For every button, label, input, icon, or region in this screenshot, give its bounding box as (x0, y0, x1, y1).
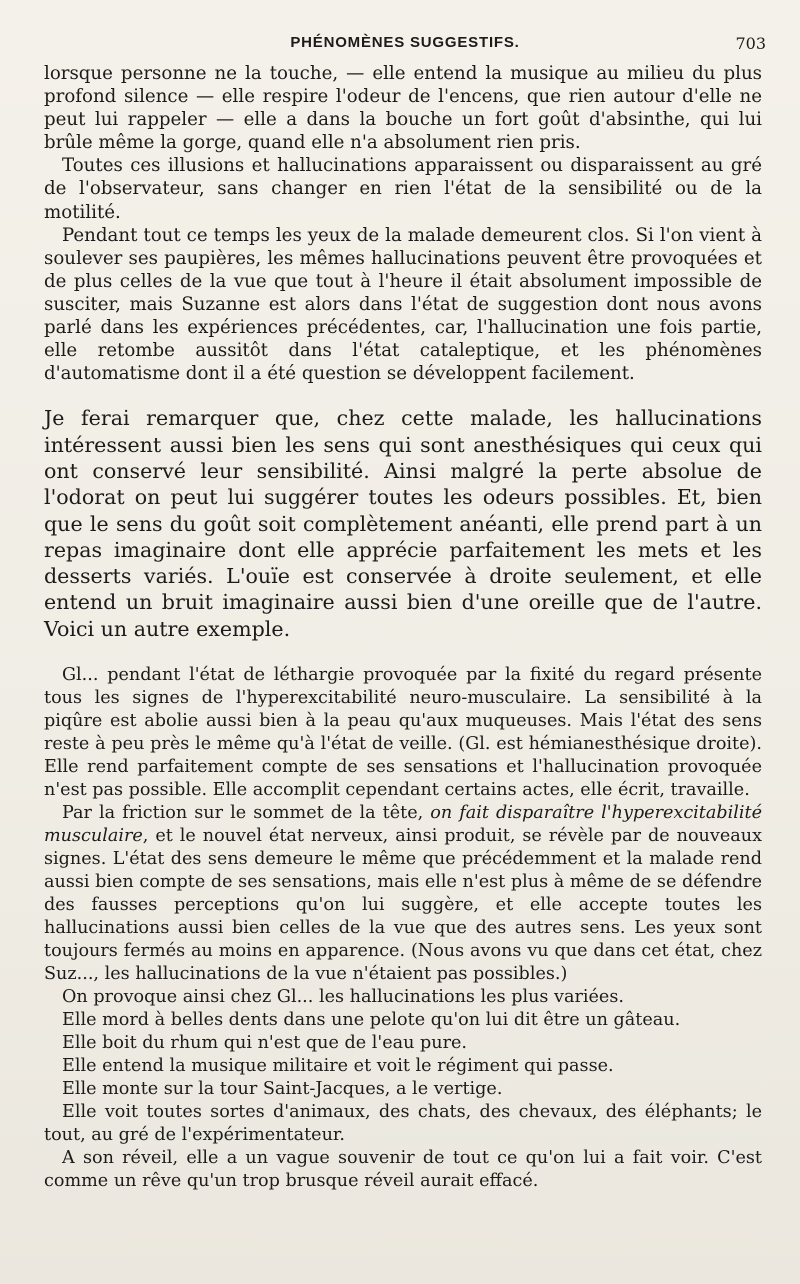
paragraph-eyes-closed: Pendant tout ce temps les yeux de la malade demeurent clos. Si l'on vient à soulever ses paupières, les mêmes hallucinations peuvent être provoquées et de plus celles de la vue que tout à l'heure il était absolument impossible de susciter, mais Suzanne est alors dans l'état de suggestion dont nous avons parlé dans les expériences précédentes, car, l'hallucination une fois partie, elle retombe aussitôt dans l'état cataleptique, et les phénomènes d'automatisme dont il a été question se développent facilement. (44, 224, 762, 385)
friction-text-end: , et le nouvel état nerveux, ainsi produit, se révèle par de nouveaux signes. L'état des sens demeure le même que précédemment et la malade rend aussi bien compte de ses sensations, mais elle n'est plus à même de se défendre des fausses perceptions qu'on lui suggère, et elle accepte toutes les hallucinations aussi bien celles de la vue que des autres sens. Les yeux sont toujours fermés au moins en apparence. (Nous avons vu que dans cet état, chez Suz..., les hallucinations de la vue n'étaient pas possibles.) (44, 825, 762, 984)
paragraph-friction (44, 802, 762, 986)
body-text (44, 62, 762, 1193)
paragraph-musique: Elle entend la musique militaire et voit le régiment qui passe. (62, 1055, 614, 1076)
friction-text-italic: on fait disparaître l'hyperexcitabilité musculaire (44, 802, 762, 846)
paragraph-gl-lethargy: Gl... pendant l'état de léthargie provoquée par la fixité du regard présente tous les signes de l'hyperexcitabilité neuro-musculaire. La sensibilité à la piqûre est abolie aussi bien à la peau qu'aux muqueuses. Mais l'état des sens reste à peu près le même qu'à l'état de veille. (Gl. est hémianesthésique droite). Elle rend parfaitement compte de ses sensations et l'hallucination provoquée n'est pas possible. Elle accomplit cependant certains actes, elle écrit, travaille. (44, 664, 762, 800)
paragraph-hallucinations-varied: On provoque ainsi chez Gl... les hallucinations les plus variées. (62, 986, 624, 1007)
paragraph-remark: Je ferai remarquer que, chez cette malade, les hallucinations intéressent aussi bien les sens qui sont anesthésiques qui ceux qui ont conservé leur sensibilité. Ainsi malgré la perte absolue de l'odorat on peut lui suggérer toutes les odeurs possibles. Et, bien que le sens du goût soit complètement anéanti, elle prend part à un repas imaginaire dont elle apprécie parfaitement les mets et les desserts variés. L'ouïe est conservée à droite seulement, et elle entend un bruit imaginaire aussi bien d'une oreille que de l'autre. Voici un autre exemple. (44, 406, 762, 641)
paragraph-gateau: Elle mord à belles dents dans une pelote qu'on lui dit être un gâteau. (62, 1009, 681, 1030)
paragraph-reveil: A son réveil, elle a un vague souvenir de tout ce qu'on lui a fait voir. C'est comme un rêve qu'un trop brusque réveil aurait effacé. (44, 1147, 762, 1191)
running-title: PHÉNOMÈNES SUGGESTIFS. (290, 34, 520, 51)
paragraph-rhum: Elle boit du rhum qui n'est que de l'eau pure. (62, 1032, 468, 1053)
page-number: 703 (735, 34, 766, 53)
paragraph-illusions: Toutes ces illusions et hallucinations apparaissent ou disparaissent au gré de l'observateur, sans changer en rien l'état de la sensibilité ou de la motilité. (44, 155, 762, 223)
friction-text-start: Par la friction sur le sommet de la tête, (62, 802, 431, 823)
paragraph-tour: Elle monte sur la tour Saint-Jacques, a le vertige. (62, 1078, 503, 1099)
page-header (44, 34, 766, 56)
paragraph-animaux: Elle voit toutes sortes d'animaux, des chats, des chevaux, des éléphants; le tout, au gré de l'expérimentateur. (44, 1101, 762, 1145)
paragraph-continuation: lorsque personne ne la touche, — elle entend la musique au milieu du plus profond silence — elle respire l'odeur de l'encens, que rien autour d'elle ne peut lui rappeler — elle a dans la bouche un fort goût d'absinthe, qui lui brûle même la gorge, quand elle n'a absolument rien pris. (44, 63, 762, 154)
